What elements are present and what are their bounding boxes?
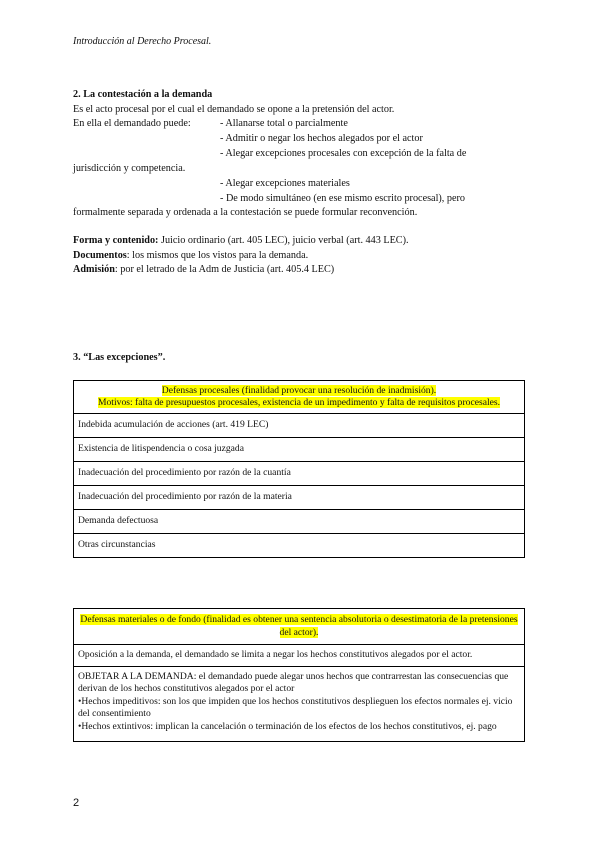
table-row: [74, 462, 525, 486]
forma-text: Juicio ordinario (art. 405 LEC), juicio verbal (art. 443 LEC).: [158, 235, 409, 246]
hechos-impeditivos: •Hechos impeditivos: son los que impiden que los hechos constitutivos desplieguen los efectos normales ej. vicio del consentimiento: [78, 695, 513, 719]
forma-line: [73, 234, 533, 249]
material-defenses-table: [73, 608, 525, 742]
options-list: [73, 117, 533, 217]
table-cell: Existencia de litispendencia o cosa juzgada: [74, 438, 525, 462]
material-header-text: Defensas materiales o de fondo (finalidad es obtener una sentencia absolutoria o desestimatoria de la pretensiones del actor).: [80, 614, 518, 638]
table-header-row: [74, 609, 525, 645]
table-cell: Indebida acumulación de acciones (art. 419 LEC): [74, 414, 525, 438]
section-2-intro: Es el acto procesal por el cual el demandado se opone a la pretensión del actor.: [73, 103, 395, 115]
option-3-continued: jurisdicción y competencia.: [73, 163, 186, 174]
options-lead: En ella el demandado puede:: [73, 118, 191, 129]
option-5: - De modo simultáneo (en ese mismo escrito procesal), pero: [220, 193, 465, 204]
table-row: [74, 486, 525, 510]
documentos-label: Documentos: [73, 249, 127, 261]
procedural-header-line1: Defensas procesales (finalidad provocar una resolución de inadmisión).: [161, 385, 437, 396]
procedural-defenses-table: [73, 380, 525, 558]
section-contestacion: [73, 88, 533, 117]
forma-contenido-block: [73, 234, 533, 278]
table-cell: Demanda defectuosa: [74, 510, 525, 534]
table-row: [74, 510, 525, 534]
admision-line: [73, 263, 533, 278]
objetar-cell: [74, 666, 525, 742]
material-defenses-header: [74, 609, 525, 645]
table-cell: Inadecuación del procedimiento por razón de la cuantía: [74, 462, 525, 486]
documentos-text: : los mismos que los vistos para la demanda.: [126, 249, 309, 261]
table-row: [74, 534, 525, 558]
hechos-extintivos: •Hechos extintivos: implican la cancelación o terminación de los efectos de los hechos constitutivos, ej. pago: [78, 720, 497, 732]
running-header: Introducción al Derecho Procesal.: [73, 36, 212, 47]
option-3: - Alegar excepciones procesales con excepción de la falta de: [220, 148, 467, 159]
page-number: 2: [73, 797, 80, 809]
table-row: [74, 414, 525, 438]
table-cell: Otras circunstancias: [74, 534, 525, 558]
admision-label: Admisión: [73, 264, 115, 275]
admision-text: : por el letrado de la Adm de Justicia (art. 405.4 LEC): [114, 264, 335, 275]
option-2: - Admitir o negar los hechos alegados por el actor: [220, 133, 423, 144]
option-4: - Alegar excepciones materiales: [220, 178, 350, 189]
procedural-defenses-header: [74, 381, 525, 414]
table-header-row: [74, 381, 525, 414]
documentos-line: [73, 249, 533, 264]
option-5-continued: formalmente separada y ordenada a la contestación se puede formular reconvención.: [73, 207, 418, 218]
table-row: [74, 666, 525, 742]
oposicion-cell: Oposición a la demanda, el demandado se limita a negar los hechos constitutivos alegados por el actor.: [74, 645, 525, 667]
table-row: [74, 645, 525, 667]
section-2-title: 2. La contestación a la demanda: [73, 89, 213, 100]
procedural-header-line2: Motivos: falta de presupuestos procesales, existencia de un impedimento y falta de requisitos procesales.: [97, 397, 501, 408]
table-cell: Inadecuación del procedimiento por razón de la materia: [74, 486, 525, 510]
objetar-text: OBJETAR A LA DEMANDA: el demandado puede alegar unos hechos que contrarrestan las consecuencias que derivan de los hechos constitutivos alegados por el actor: [78, 670, 509, 694]
section-3-title: 3. “Las excepciones”.: [73, 352, 166, 363]
option-1: - Allanarse total o parcialmente: [220, 118, 348, 129]
forma-label: Forma y contenido:: [73, 235, 159, 246]
table-row: [74, 438, 525, 462]
